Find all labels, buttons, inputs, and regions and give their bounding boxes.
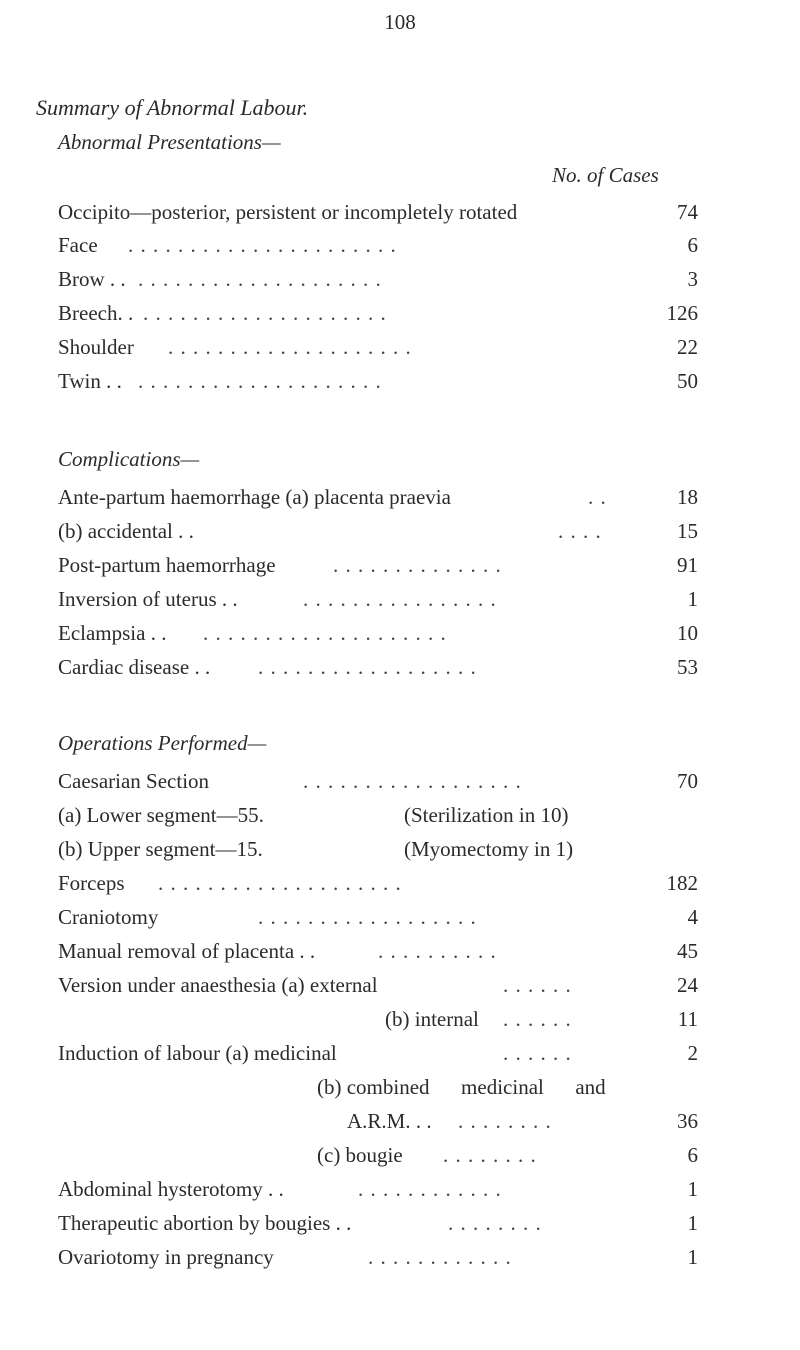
leader-dots: . . . . . . . . [448,1211,542,1235]
leader-dots: . . . . [558,519,602,543]
row-label: Inversion of uterus . . [58,587,238,611]
table-row [58,1003,698,1035]
table-row [58,867,698,899]
table-row [58,549,698,581]
row-label: (b) Upper segment—15. [58,837,263,861]
table-row [58,935,698,967]
row-label: Craniotomy [58,905,159,929]
row-count: 36 [677,1109,698,1133]
row-count: 74 [677,200,698,224]
row-count: 15 [677,519,698,543]
table-row [58,833,698,865]
row-count: 22 [677,335,698,359]
section-heading-operations: Operations Performed— [58,731,267,755]
table-row [58,1105,698,1137]
table-row [58,1173,698,1205]
row-label: Brow . . [58,267,126,291]
leader-dots: . . . . . . . . . . . . . . . . . . [258,905,477,929]
column-header-no-of-cases: No. of Cases [552,163,659,187]
row-count: 53 [677,655,698,679]
leader-dots: . . . . . . . . . . . . . . . . . . . . [143,301,387,325]
leader-dots: . . . . . . . . [458,1109,552,1133]
leader-dots: . . . . . . . . . . . . [358,1177,502,1201]
table-row [58,297,698,329]
row-count: 18 [677,485,698,509]
row-label: Manual removal of placenta . . [58,939,316,963]
row-label: Cardiac disease . . [58,655,211,679]
table-row [58,1241,698,1273]
row-label: (a) Lower segment—55. [58,803,264,827]
row-count: 3 [687,267,698,291]
table-row [58,583,698,615]
leader-dots: . . . . . . . . . . . . . . [333,553,502,577]
table-row [58,1139,698,1171]
table-row [58,229,698,261]
table-row [58,365,698,397]
row-label: Twin . . [58,369,122,393]
leader-dots: . . . . . . [503,973,572,997]
row-count: 1 [687,587,698,611]
row-label: Abdominal hysterotomy . . [58,1177,284,1201]
row-label: Ovariotomy in pregnancy [58,1245,274,1269]
row-label: Occipito—posterior, persistent or incompletely rotated [58,200,518,224]
leader-dots: . . . . . . . . . . . . . . . . . . . . [168,335,412,359]
leader-dots: . . . . . . . . . . . . . . . . . . [258,655,477,679]
row-label: Post-partum haemorrhage [58,553,276,577]
table-row [58,799,698,831]
row-note: (Sterilization in 10) [404,803,569,827]
table-row [58,901,698,933]
row-label: Face [58,233,98,257]
leader-dots: . . . . . . . . [443,1143,537,1167]
table-row [58,1071,698,1103]
table-row [58,617,698,649]
leader-dots: . . . . . . . . . . . . . . . . . . [303,769,522,793]
row-label: A.R.M. . . [347,1109,432,1133]
row-count: 1 [687,1245,698,1269]
row-count: 126 [666,301,698,325]
row-label: (c) bougie [317,1143,403,1167]
row-label: Version under anaesthesia (a) external [58,973,378,997]
page-title: Summary of Abnormal Labour. [36,95,309,120]
table-row [58,515,698,547]
row-count: 2 [687,1041,698,1065]
row-label: Therapeutic abortion by bougies . . [58,1211,352,1235]
leader-dots: . . . . . . . . . . . . [368,1245,512,1269]
table-row [58,481,698,513]
row-label: (b) combined medicinal and [317,1075,606,1099]
leader-dots: . . . . . . . . . . . . . . . . . . . . [138,267,382,291]
table-row [58,969,698,1001]
table-row [58,1037,698,1069]
table-row [58,765,698,797]
section-heading-complications: Complications— [58,447,200,471]
leader-dots: . . . . . . . . . . [378,939,497,963]
table-row [58,196,698,228]
leader-dots: . . . . . . . . . . . . . . . . . . . . [138,369,382,393]
row-count: 1 [687,1177,698,1201]
leader-dots: . . . . . . [503,1041,572,1065]
row-label: Shoulder [58,335,134,359]
row-count: 6 [687,233,698,257]
row-label: Breech. . [58,301,134,325]
leader-dots: . . . . . . [503,1007,572,1031]
leader-dots: . . . . . . . . . . . . . . . . . . . . [203,621,447,645]
row-count: 1 [687,1211,698,1235]
leader-dots: . . . . . . . . . . . . . . . . . . . . [158,871,402,895]
table-row [58,1207,698,1239]
page-number: 108 [384,10,416,34]
row-label: (b) accidental . . [58,519,194,543]
row-count: 91 [677,553,698,577]
row-count: 50 [677,369,698,393]
row-count: 6 [687,1143,698,1167]
table-row [58,263,698,295]
row-label: Ante-partum haemorrhage (a) placenta praevia [58,485,451,509]
leader-dots: . . [588,485,607,509]
row-count: 182 [666,871,698,895]
row-label: (b) internal [385,1007,479,1031]
row-label: Caesarian Section [58,769,210,793]
row-count: 11 [677,1007,698,1031]
table-row [58,331,698,363]
row-label: Forceps [58,871,125,895]
row-count: 45 [677,939,698,963]
row-count: 24 [677,973,698,997]
table-row [58,651,698,683]
section-heading-presentations: Abnormal Presentations— [58,130,281,154]
row-count: 70 [677,769,698,793]
row-label: Induction of labour (a) medicinal [58,1041,337,1065]
row-note: (Myomectomy in 1) [404,837,574,861]
leader-dots: . . . . . . . . . . . . . . . . . . . . . . [128,233,397,257]
row-label: Eclampsia . . [58,621,167,645]
row-count: 10 [677,621,698,645]
row-count: 4 [687,905,698,929]
leader-dots: . . . . . . . . . . . . . . . . [303,587,497,611]
